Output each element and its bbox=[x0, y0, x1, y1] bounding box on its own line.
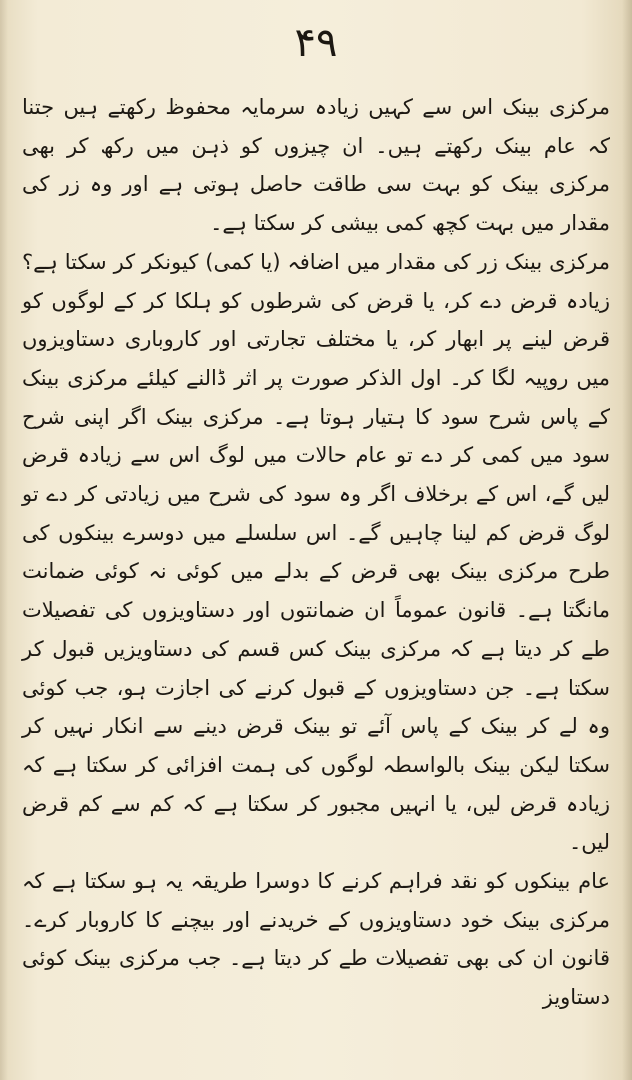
page-left-shadow bbox=[0, 0, 8, 1080]
paragraph-2: مرکزی بینک زر کی مقدار میں اضافہ (یا کمی) کیونکر کر سکتا ہے؟ زیادہ قرض دے کر، یا قرض کی شرطوں کو ہلکا کر کے لوگوں کو قرض لینے پر ابھار کر، یا مختلف تجارتی اور کاروباری دستاویزوں میں روپیہ لگا کر۔ اول الذکر صورت پر اثر ڈالنے کیلئے مرکزی بینک کے پاس شرح سود کا ہتیار ہوتا ہے۔ مرکزی بینک اگر اپنی شرح سود میں کمی کر دے تو عام حالات میں لوگ اس سے زیادہ قرض لیں گے، اس کے برخلاف اگر وہ سود کی شرح میں زیادتی کر دے تو لوگ قرض کم لینا چاہیں گے۔ اس سلسلے میں دوسرے بینکوں کی طرح مرکزی بینک بھی قرض کے بدلے میں کوئی نہ کوئی ضمانت مانگتا ہے۔ قانون عموماً ان ضمانتوں اور دستاویزوں کی تفصیلات طے کر دیتا ہے کہ مرکزی بینک کس قسم کی دستاویزیں قبول کر سکتا ہے۔ جن دستاویزوں کے قبول کرنے کی اجازت ہو، جب کوئی وہ لے کر بینک کے پاس آئے تو بینک قرض دینے سے انکار نہیں کر سکتا لیکن بینک بالواسطہ لوگوں کی ہمت افزائی کر سکتا ہے کہ زیادہ قرض لیں، یا انہیں مجبور کر سکتا ہے کہ کم سے کم قرض لیں۔ bbox=[22, 249, 610, 855]
body-text bbox=[22, 88, 610, 1017]
paragraph-1: مرکزی بینک اس سے کہیں زیادہ سرمایہ محفوظ رکھتے ہیں جتنا کہ عام بینک رکھتے ہیں۔ ان چیزوں کو ذہن میں رکھ کر بھی مرکزی بینک کو بہت سی طاقت حاصل ہوتی ہے اور وہ زر کی مقدار میں بہت کچھ کمی بیشی کر سکتا ہے۔ bbox=[22, 95, 610, 236]
page-right-shadow bbox=[622, 0, 632, 1080]
paragraph-3: عام بینکوں کو نقد فراہم کرنے کا دوسرا طریقہ یہ ہو سکتا ہے کہ مرکزی بینک خود دستاویزوں کے خریدنے اور بیچنے کا کاروبار کرے۔ قانون ان کی بھی تفصیلات طے کر دیتا ہے۔ جب مرکزی بینک کوئی دستاویز bbox=[22, 869, 610, 1010]
page-number: ۴۹ bbox=[294, 20, 338, 66]
